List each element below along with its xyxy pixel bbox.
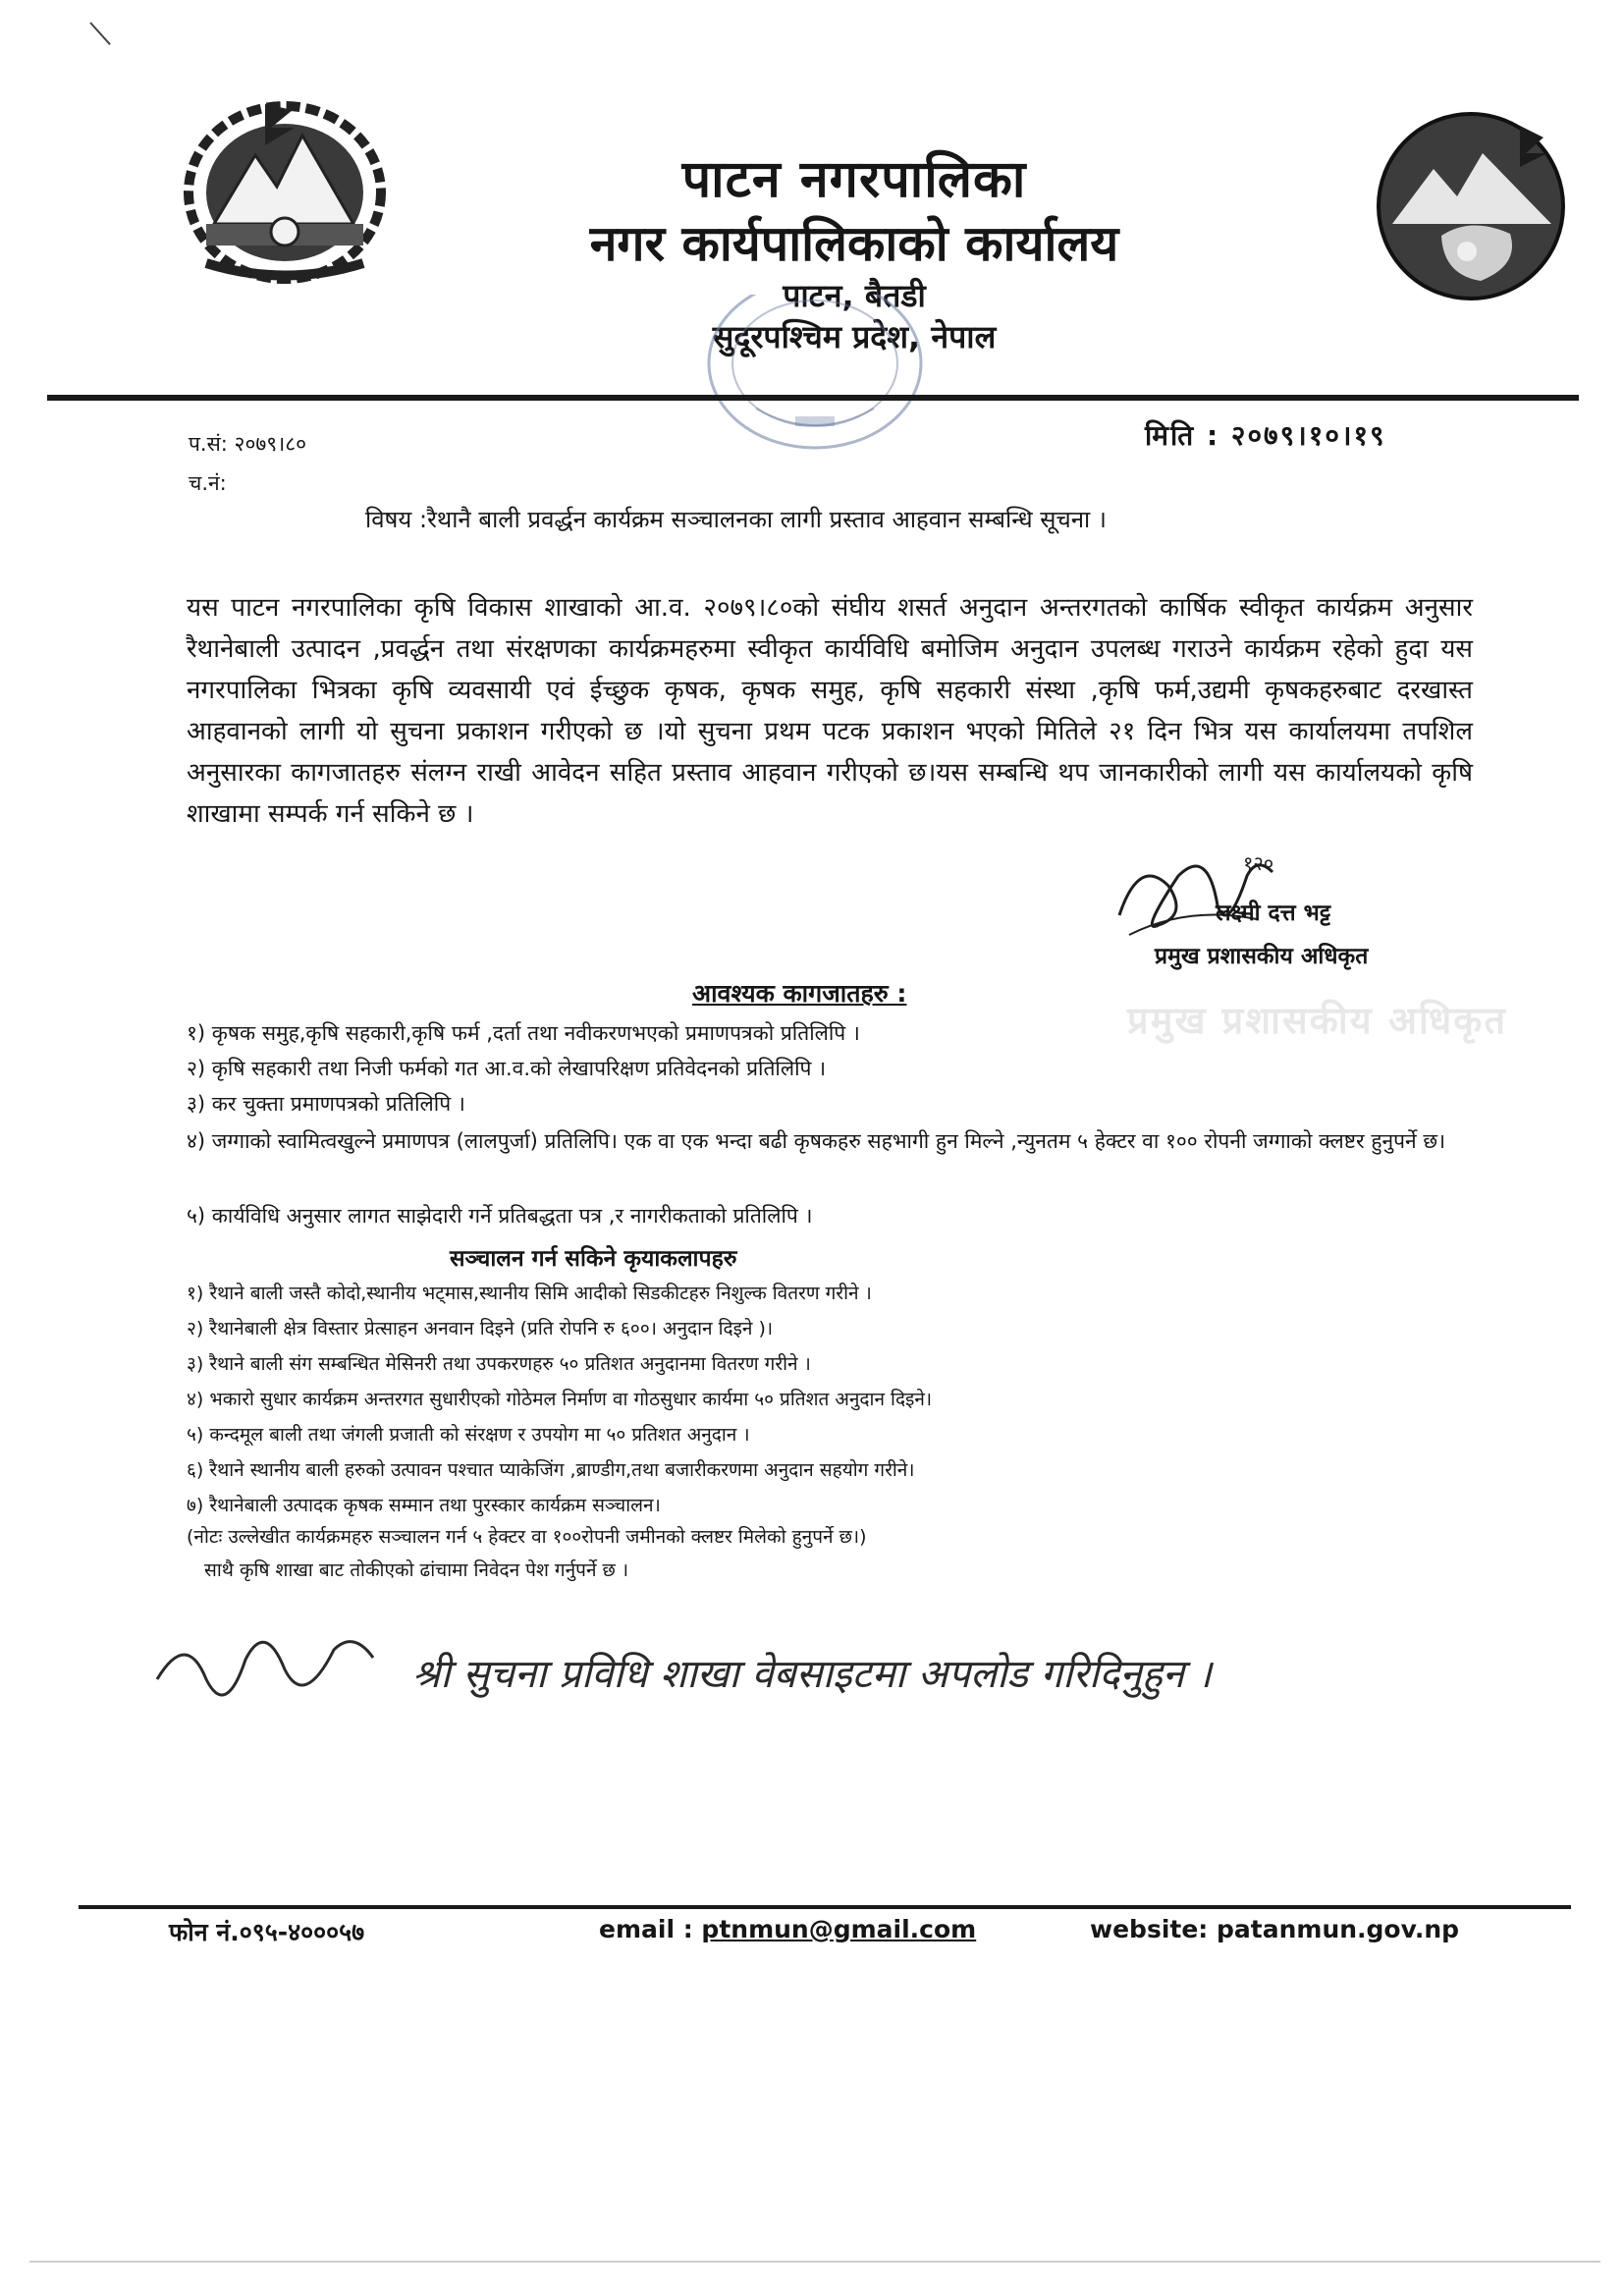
activity-item: ४) भकारो सुधार कार्यक्रम अन्तरगत सुधारीएको गोठेमल निर्माण वा गोठसुधार कार्यमा ५० प्रतिशत अनुदान दिइने। [187, 1389, 933, 1410]
header-divider [47, 395, 1579, 401]
signatory-name: लक्ष्मी दत्त भट्ट [1216, 901, 1331, 926]
org-name: पाटन नगरपालिका [681, 150, 1027, 209]
document-item: १) कृषक समुह,कृषि सहकारी,कृषि फर्म ,दर्ता तथा नवीकरणभएको प्रमाणपत्रको प्रतिलिपि । [187, 1021, 860, 1045]
email-label: email : [599, 1915, 702, 1943]
note-line-2: साथै कृषि शाखा बाट तोकीएको ढांचामा निवेदन पेश गर्नुपर्ने छ । [204, 1559, 629, 1581]
note-line-1: (नोटः उल्लेखीत कार्यक्रमहरु सञ्चालन गर्न ५ हेक्टर वा १००रोपनी जमीनको क्लष्टर मिलेको हुनुपर्ने छ।) [187, 1526, 867, 1548]
address-line-2: सुदूरपश्चिम प्रदेश, नेपाल [712, 318, 997, 355]
scan-edge-line [29, 2261, 1600, 2263]
footer-email [599, 1915, 976, 1943]
activity-item: ५) कन्दमूल बाली तथा जंगली प्रजाती को संरक्षण र उपयोग मा ५० प्रतिशत अनुदान । [187, 1424, 750, 1446]
activity-item: ६) रैथाने स्थानीय बाली हरुको उत्पावन पश्चात प्याकेजिंग ,ब्राण्डीग,तथा बजारीकरणमा अनुदान सहयोग गरीने। [187, 1459, 915, 1481]
footer-phone: फोन नं.०९५-४०००५७ [169, 1918, 365, 1946]
document-item: ४) जग्गाको स्वामित्वखुल्ने प्रमाणपत्र (लालपुर्जा) प्रतिलिपि। एक वा एक भन्दा बढी कृषकहरु सहभागी हुन मिल्ने ,न्युनतम ५ हेक्टर वा १०० रोपनी जग्गाको क्लष्टर हुनुपर्ने छ। [187, 1129, 1446, 1153]
document-item: ५) कार्यविधि अनुसार लागत साझेदारी गर्ने प्रतिबद्धता पत्र ,र नागरीकताको प्रतिलिपि । [187, 1204, 813, 1228]
activity-item: २) रैथानेबाली क्षेत्र विस्तार प्रेत्साहन अनवान दिइने (प्रति रोपनि रु ६००। अनुदान दिइने )। [187, 1318, 774, 1339]
subject-line: विषय :रैथानै बाली प्रवर्द्धन कार्यक्रम सञ्चालनका लागी प्रस्ताव आहवान सम्बन्धि सूचना । [365, 506, 1107, 533]
office-name: नगर कार्यपालिकाको कार्यालय [589, 215, 1119, 272]
footer-website[interactable]: website: patanmun.gov.np [1090, 1915, 1460, 1943]
office-stamp-icon [687, 295, 943, 462]
handwritten-note-text: श्री सुचना प्रविधि शाखा वेबसाइटमा अपलोड गरिदिनुहुन । [412, 1652, 1213, 1697]
address-line-1: पाटन, बैतडी [783, 277, 926, 314]
note-block [187, 1520, 867, 1587]
notice-date: मिति : २०७९।१०।१९ [1145, 419, 1386, 452]
body-paragraph: यस पाटन नगरपालिका कृषि विकास शाखाको आ.व. २०७९।८०को संघीय शसर्त अनुदान अन्तरगतको कार्षिक स्वीकृत कार्यक्रम अनुसार रैथानेबाली उत्पादन ,प्रवर्द्धन तथा संरक्षणका कार्यक्रमहरुमा स्वीकृत कार्यविधि बमोजिम अनुदान उपलब्ध गराउने कार्यक्रम रहेको हुदा यस नगरपालिका भित्रका कृषि व्यवसायी एवं ईच्छुक कृषक, कृषक समुह, कृषि सहकारी संस्था ,कृषि फर्म,उद्यमी कृषकहरुबाट दरखास्त आहवानको लागी यो सुचना प्रकाशन गरीएको छ ।यो सुचना प्रथम पटक प्रकाशन भएको मितिले २१ दिन भित्र यस कार्यालयमा तपशिल अनुसारका कागजातहरु संलग्न राखी आवेदन सहित प्रस्ताव आहवान गरीएको छ।यस सम्बन्धि थप जानकारीको लागी यस कार्यालयको कृषि शाखामा सम्पर्क गर्न सकिने छ । [187, 593, 1473, 829]
government-emblem-icon [167, 77, 403, 293]
faded-stamp-text: प्रमुख प्रशासकीय अधिकृत [1127, 999, 1508, 1042]
activities-heading: सञ्चालन गर्न सकिने कृयाकलापहरु [450, 1246, 737, 1272]
document-item: २) कृषि सहकारी तथा निजी फर्मको गत आ.व.को लेखापरिक्षण प्रतिवेदनको प्रतिलिपि । [187, 1057, 827, 1080]
handwritten-instruction [147, 1611, 1463, 1738]
reference-number: प.सं: २०७९।८० [189, 432, 307, 456]
documents-heading: आवश्यक कागजातहरु : [692, 979, 907, 1008]
activity-item: १) रैथाने बाली जस्तै कोदो,स्थानीय भट्मास,स्थानीय सिमि आदीको सिडकीटहरु निशुल्क वितरण गरीने । [187, 1283, 872, 1304]
scan-mark [89, 22, 111, 45]
activity-item: ७) रैथानेबाली उत्पादक कृषक सम्मान तथा पुरस्कार कार्यक्रम सञ्चालन। [187, 1495, 661, 1516]
reference-block [189, 424, 306, 503]
svg-text:१२०: १२० [1243, 851, 1274, 875]
activity-item: ३) रैथाने बाली संग सम्बन्धित मेसिनरी तथा उपकरणहरु ५० प्रतिशत अनुदानमा वितरण गरीने । [187, 1353, 811, 1375]
email-link[interactable]: ptnmun@gmail.com [701, 1915, 977, 1943]
document-item: ३) कर चुक्ता प्रमाणपत्रको प्रतिलिपि । [187, 1092, 465, 1116]
municipality-logo-icon [1373, 108, 1569, 304]
signatory-title: प्रमुख प्रशासकीय अधिकृत [1155, 944, 1369, 969]
footer-divider [79, 1905, 1571, 1909]
dispatch-number: च.नं: [189, 471, 227, 495]
